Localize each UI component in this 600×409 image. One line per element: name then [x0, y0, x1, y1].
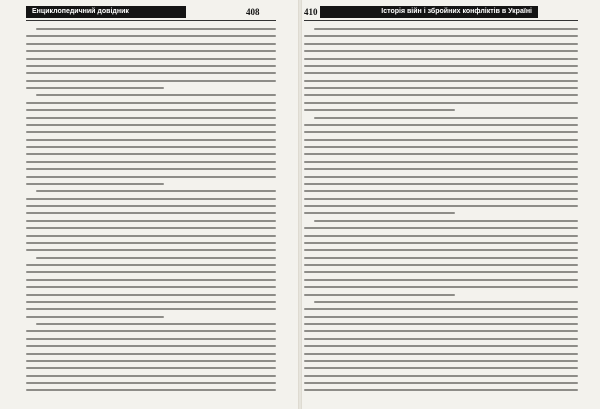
right-page-number: 410 — [304, 7, 318, 17]
text-line-placeholder — [304, 249, 578, 251]
text-line-placeholder — [314, 220, 578, 222]
text-line-placeholder — [304, 367, 578, 369]
text-line-placeholder — [26, 242, 276, 244]
text-line-placeholder — [26, 124, 276, 126]
text-line-placeholder — [304, 176, 578, 178]
text-line-placeholder — [304, 43, 578, 45]
text-line-placeholder — [304, 279, 578, 281]
left-running-head: Енциклопедичний довідник — [26, 6, 186, 18]
text-line-placeholder — [26, 360, 276, 362]
text-line-placeholder — [26, 131, 276, 133]
text-line-placeholder — [304, 146, 578, 148]
text-line-placeholder — [314, 117, 578, 119]
text-line-placeholder — [26, 183, 164, 185]
text-line-placeholder — [304, 330, 578, 332]
text-line-placeholder — [26, 375, 276, 377]
text-line-placeholder — [26, 168, 276, 170]
text-line-placeholder — [304, 183, 578, 185]
text-line-placeholder — [304, 360, 578, 362]
text-line-placeholder — [26, 35, 276, 37]
text-line-placeholder — [26, 389, 276, 391]
text-line-placeholder — [26, 205, 276, 207]
text-line-placeholder — [26, 316, 164, 318]
right-body-text — [304, 28, 578, 397]
text-line-placeholder — [26, 198, 276, 200]
text-line-placeholder — [26, 294, 276, 296]
text-line-placeholder — [304, 323, 578, 325]
text-line-placeholder — [26, 235, 276, 237]
text-line-placeholder — [304, 124, 578, 126]
text-line-placeholder — [26, 382, 276, 384]
text-line-placeholder — [26, 249, 276, 251]
text-line-placeholder — [26, 117, 276, 119]
text-line-placeholder — [304, 102, 578, 104]
text-line-placeholder — [304, 308, 578, 310]
text-line-placeholder — [26, 65, 276, 67]
text-line-placeholder — [26, 139, 276, 141]
text-line-placeholder — [314, 301, 578, 303]
text-line-placeholder — [26, 161, 276, 163]
text-line-placeholder — [36, 257, 276, 259]
text-line-placeholder — [26, 227, 276, 229]
book-gutter — [298, 0, 302, 409]
text-line-placeholder — [304, 190, 578, 192]
text-line-placeholder — [304, 338, 578, 340]
text-line-placeholder — [26, 146, 276, 148]
left-page-number: 408 — [246, 7, 260, 17]
text-line-placeholder — [26, 345, 276, 347]
text-line-placeholder — [304, 389, 578, 391]
text-line-placeholder — [26, 279, 276, 281]
text-line-placeholder — [304, 345, 578, 347]
text-line-placeholder — [304, 94, 578, 96]
text-line-placeholder — [304, 294, 455, 296]
right-page — [304, 0, 600, 409]
text-line-placeholder — [304, 382, 578, 384]
text-line-placeholder — [304, 316, 578, 318]
text-line-placeholder — [26, 286, 276, 288]
text-line-placeholder — [26, 43, 276, 45]
text-line-placeholder — [304, 227, 578, 229]
text-line-placeholder — [36, 190, 276, 192]
text-line-placeholder — [26, 80, 276, 82]
text-line-placeholder — [304, 198, 578, 200]
text-line-placeholder — [304, 375, 578, 377]
text-line-placeholder — [304, 257, 578, 259]
text-line-placeholder — [304, 131, 578, 133]
text-line-placeholder — [304, 235, 578, 237]
right-header-rule — [304, 20, 578, 21]
text-line-placeholder — [26, 176, 276, 178]
text-line-placeholder — [304, 353, 578, 355]
text-line-placeholder — [26, 271, 276, 273]
text-line-placeholder — [314, 28, 578, 30]
text-line-placeholder — [304, 80, 578, 82]
text-line-placeholder — [304, 205, 578, 207]
text-line-placeholder — [304, 87, 578, 89]
text-line-placeholder — [304, 161, 578, 163]
text-line-placeholder — [26, 72, 276, 74]
right-running-head: Історія війн і збройних конфліктів в Україні — [320, 6, 538, 18]
left-header-rule — [26, 20, 276, 21]
text-line-placeholder — [26, 87, 164, 89]
text-line-placeholder — [304, 212, 455, 214]
text-line-placeholder — [304, 72, 578, 74]
text-line-placeholder — [26, 308, 276, 310]
text-line-placeholder — [304, 286, 578, 288]
text-line-placeholder — [26, 212, 276, 214]
text-line-placeholder — [304, 153, 578, 155]
text-line-placeholder — [36, 94, 276, 96]
text-line-placeholder — [26, 109, 276, 111]
text-line-placeholder — [304, 168, 578, 170]
text-line-placeholder — [304, 50, 578, 52]
text-line-placeholder — [304, 242, 578, 244]
text-line-placeholder — [26, 338, 276, 340]
text-line-placeholder — [304, 109, 455, 111]
text-line-placeholder — [304, 264, 578, 266]
text-line-placeholder — [26, 353, 276, 355]
text-line-placeholder — [26, 58, 276, 60]
text-line-placeholder — [26, 50, 276, 52]
text-line-placeholder — [26, 102, 276, 104]
text-line-placeholder — [26, 264, 276, 266]
text-line-placeholder — [304, 271, 578, 273]
text-line-placeholder — [26, 301, 276, 303]
text-line-placeholder — [26, 367, 276, 369]
text-line-placeholder — [36, 323, 276, 325]
text-line-placeholder — [26, 153, 276, 155]
text-line-placeholder — [26, 330, 276, 332]
left-body-text — [26, 28, 276, 397]
text-line-placeholder — [304, 58, 578, 60]
left-page — [0, 0, 296, 409]
text-line-placeholder — [26, 220, 276, 222]
text-line-placeholder — [304, 65, 578, 67]
text-line-placeholder — [36, 28, 276, 30]
text-line-placeholder — [304, 35, 578, 37]
text-line-placeholder — [304, 139, 578, 141]
